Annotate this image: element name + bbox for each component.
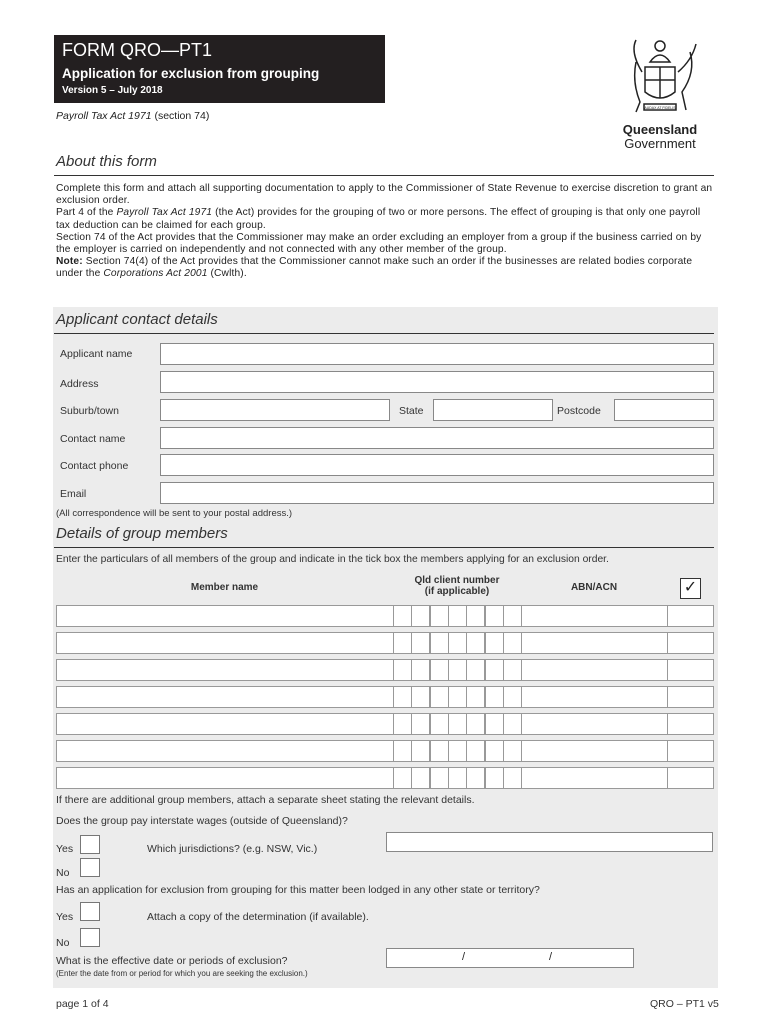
qld-client-digit-field[interactable] <box>485 767 504 789</box>
correspondence-note: (All correspondence will be sent to your postal address.) <box>56 508 293 519</box>
divider <box>54 547 714 548</box>
qld-client-digit-field[interactable] <box>466 632 485 654</box>
address-label: Address <box>60 378 99 390</box>
qld-client-digit-field[interactable] <box>466 713 485 735</box>
qld-client-digit-field[interactable] <box>430 632 449 654</box>
abn-field[interactable] <box>521 686 668 708</box>
q1-label: Does the group pay interstate wages (outside of Queensland)? <box>56 815 348 827</box>
q1-yes-label: Yes <box>56 843 74 855</box>
date-separator: / <box>462 951 466 963</box>
qld-client-digit-field[interactable] <box>393 659 412 681</box>
qld-client-digit-field[interactable] <box>448 605 467 627</box>
q1-follow-label: Which jurisdictions? (e.g. NSW, Vic.) <box>147 843 318 855</box>
act-name: Payroll Tax Act 1971 <box>56 110 152 122</box>
col-qld-client: Qld client number (if applicable) <box>414 575 500 597</box>
qld-client-digit-field[interactable] <box>430 767 449 789</box>
members-heading: Details of group members <box>56 525 228 542</box>
qld-client-digit-field[interactable] <box>448 713 467 735</box>
motto: AUDAX AT FIDELIS <box>644 106 676 110</box>
tick-header-icon: ✓ <box>680 578 701 599</box>
form-title-box <box>54 35 385 103</box>
member-name-field[interactable] <box>56 767 394 789</box>
applicant-heading: Applicant contact details <box>56 311 218 328</box>
about-p4: Note: Section 74(4) of the Act provides that the Commissioner cannot make such an order if the businesses are related bodies corporate under the Corporations Act 2001 (Cwlth). <box>56 256 693 280</box>
qld-client-digit-field[interactable] <box>448 632 467 654</box>
qld-client-digit-field[interactable] <box>430 686 449 708</box>
members-intro: Enter the particulars of all members of the group and indicate in the tick box the members applying for an exclusion order. <box>56 554 609 565</box>
q3-note: (Enter the date from or period for which you are seeking the exclusion.) <box>56 969 308 978</box>
exclusion-tick-box[interactable] <box>667 632 714 654</box>
abn-field[interactable] <box>521 632 668 654</box>
qld-client-digit-field[interactable] <box>485 686 504 708</box>
qld-client-digit-field[interactable] <box>485 605 504 627</box>
q1-yes-checkbox[interactable] <box>80 835 100 854</box>
q1-no-checkbox[interactable] <box>80 858 100 877</box>
contact-phone-label: Contact phone <box>60 460 129 472</box>
qld-client-digit-field[interactable] <box>503 713 522 735</box>
qld-client-digit-field[interactable] <box>503 686 522 708</box>
qld-client-digit-field[interactable] <box>393 713 412 735</box>
exclusion-tick-box[interactable] <box>667 659 714 681</box>
about-text <box>56 183 716 281</box>
qld-client-digit-field[interactable] <box>393 767 412 789</box>
qld-client-digit-field[interactable] <box>411 740 430 762</box>
suburb-field[interactable] <box>160 399 390 421</box>
col-abn: ABN/ACN <box>570 582 618 593</box>
qld-client-digit-field[interactable] <box>393 740 412 762</box>
qld-client-digit-field[interactable] <box>393 686 412 708</box>
exclusion-tick-box[interactable] <box>667 686 714 708</box>
qld-client-digit-field[interactable] <box>430 740 449 762</box>
email-label: Email <box>60 488 87 500</box>
qld-client-digit-field[interactable] <box>411 605 430 627</box>
postcode-label: Postcode <box>557 405 601 417</box>
member-name-field[interactable] <box>56 632 394 654</box>
divider <box>54 333 714 334</box>
form-code: FORM QRO—PT1 <box>62 40 213 60</box>
exclusion-tick-box[interactable] <box>667 740 714 762</box>
qld-client-digit-field[interactable] <box>448 740 467 762</box>
qld-client-digit-field[interactable] <box>466 659 485 681</box>
form-version: Version 5 – July 2018 <box>62 85 163 96</box>
qld-client-digit-field[interactable] <box>411 713 430 735</box>
about-p1: Complete this form and attach all supporting documentation to apply to the Commissioner of State Revenue to exercise discretion to grant an exclusion order. <box>56 183 713 207</box>
abn-field[interactable] <box>521 659 668 681</box>
state-label: State <box>399 405 424 417</box>
about-heading: About this form <box>56 153 157 170</box>
address-field[interactable] <box>160 371 714 393</box>
member-name-field[interactable] <box>56 605 394 627</box>
exclusion-date-field[interactable] <box>386 948 634 968</box>
qld-client-digit-field[interactable] <box>503 659 522 681</box>
form-title: Application for exclusion from grouping <box>62 66 320 81</box>
exclusion-tick-box[interactable] <box>667 767 714 789</box>
col-member-name: Member name <box>190 582 259 593</box>
qld-client-digit-field[interactable] <box>503 605 522 627</box>
contact-name-label: Contact name <box>60 433 126 445</box>
member-name-field[interactable] <box>56 713 394 735</box>
q2-no-checkbox[interactable] <box>80 928 100 947</box>
q2-label: Has an application for exclusion from grouping for this matter been lodged in any other state or territory? <box>56 884 540 896</box>
page-number: page 1 of 4 <box>56 998 109 1010</box>
exclusion-tick-box[interactable] <box>667 605 714 627</box>
qld-client-digit-field[interactable] <box>411 767 430 789</box>
qld-client-digit-field[interactable] <box>466 767 485 789</box>
qld-client-digit-field[interactable] <box>430 713 449 735</box>
qld-client-digit-field[interactable] <box>411 632 430 654</box>
qld-client-digit-field[interactable] <box>411 686 430 708</box>
contact-name-field[interactable] <box>160 427 714 449</box>
qld-government-logo <box>610 32 710 151</box>
q3-label: What is the effective date or periods of exclusion? <box>56 955 288 967</box>
qld-client-digit-field[interactable] <box>485 659 504 681</box>
qld-client-digit-field[interactable] <box>430 605 449 627</box>
applicant-name-field[interactable] <box>160 343 714 365</box>
member-name-field[interactable] <box>56 740 394 762</box>
suburb-label: Suburb/town <box>60 405 119 417</box>
abn-field[interactable] <box>521 605 668 627</box>
qld-client-digit-field[interactable] <box>503 767 522 789</box>
qld-client-digit-field[interactable] <box>466 686 485 708</box>
abn-field[interactable] <box>521 740 668 762</box>
qld-client-digit-field[interactable] <box>448 686 467 708</box>
q2-yes-label: Yes <box>56 911 74 923</box>
member-name-field[interactable] <box>56 659 394 681</box>
q2-yes-checkbox[interactable] <box>80 902 100 921</box>
logo-line-2: Government <box>624 136 696 151</box>
qld-client-digit-field[interactable] <box>466 740 485 762</box>
q2-no-label: No <box>56 937 70 949</box>
date-separator: / <box>549 951 553 963</box>
coat-of-arms-icon <box>610 32 710 118</box>
contact-phone-field[interactable] <box>160 454 714 476</box>
qld-client-digit-field[interactable] <box>466 605 485 627</box>
member-name-field[interactable] <box>56 686 394 708</box>
applicant-name-label: Applicant name <box>60 348 133 360</box>
qld-client-digit-field[interactable] <box>411 659 430 681</box>
postcode-field[interactable] <box>614 399 714 421</box>
qld-client-digit-field[interactable] <box>448 659 467 681</box>
q2-follow-label: Attach a copy of the determination (if available). <box>147 911 369 923</box>
qld-client-digit-field[interactable] <box>448 767 467 789</box>
qld-client-digit-field[interactable] <box>430 659 449 681</box>
abn-field[interactable] <box>521 767 668 789</box>
divider <box>54 175 714 176</box>
qld-client-digit-field[interactable] <box>393 605 412 627</box>
qld-client-digit-field[interactable] <box>485 632 504 654</box>
email-field[interactable] <box>160 482 714 504</box>
logo-line-1: Queensland <box>622 122 698 137</box>
qld-client-digit-field[interactable] <box>503 740 522 762</box>
state-field[interactable] <box>433 399 553 421</box>
about-p2: Part 4 of the Payroll Tax Act 1971 (the Act) provides for the grouping of two or more persons. The effect of grouping is that only one payroll tax deduction can be claimed for each group. <box>56 207 701 231</box>
exclusion-tick-box[interactable] <box>667 713 714 735</box>
jurisdictions-field[interactable] <box>386 832 713 852</box>
qld-client-digit-field[interactable] <box>485 713 504 735</box>
act-reference <box>56 110 209 122</box>
qld-client-digit-field[interactable] <box>485 740 504 762</box>
q1-no-label: No <box>56 867 70 879</box>
qld-client-digit-field[interactable] <box>393 632 412 654</box>
form-code-footer: QRO – PT1 v5 <box>650 998 719 1010</box>
qld-client-digit-field[interactable] <box>503 632 522 654</box>
about-p3: Section 74 of the Act provides that the Commissioner may make an order excluding an employer from a group if the business carried on by the employer is carried on independently and not connected with any other member of the group. <box>56 231 702 256</box>
additional-note: If there are additional group members, attach a separate sheet stating the relevant details. <box>56 794 475 806</box>
act-section: (section 74) <box>154 110 210 122</box>
abn-field[interactable] <box>521 713 668 735</box>
